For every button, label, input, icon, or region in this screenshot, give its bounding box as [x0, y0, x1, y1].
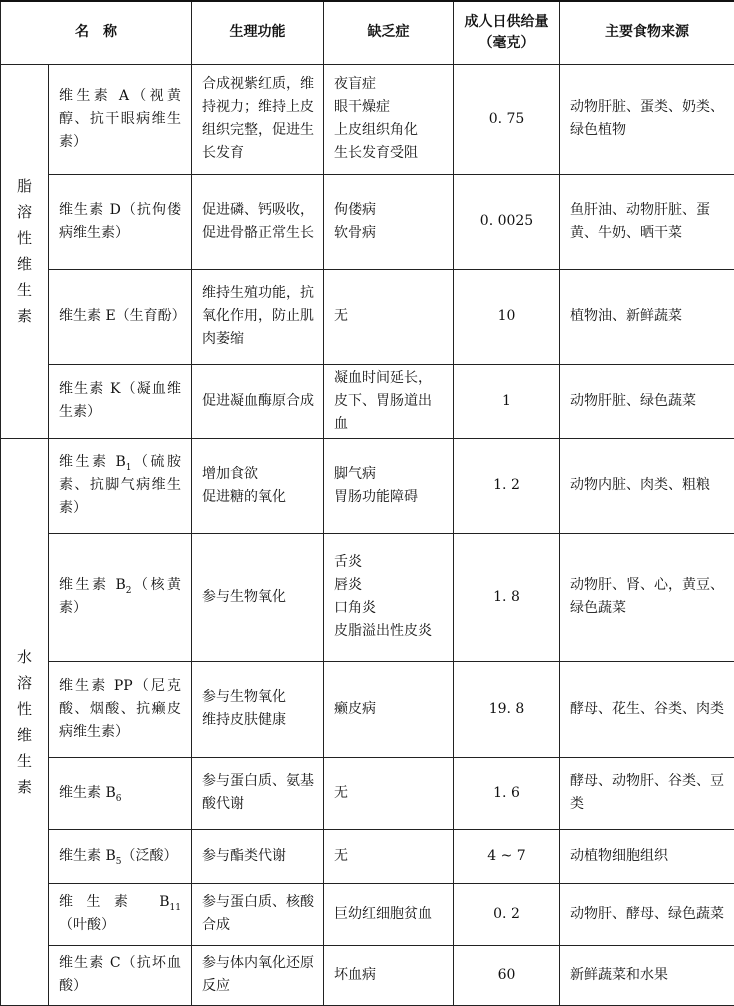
cell-deficiency: 坏血病	[324, 945, 454, 1005]
cell-food: 酵母、动物肝、谷类、豆类	[560, 757, 734, 829]
group-fat-soluble	[1, 64, 49, 438]
header-row	[1, 1, 734, 64]
header-name: 名 称	[1, 1, 192, 64]
table-row	[1, 269, 734, 364]
header-function: 生理功能	[192, 1, 324, 64]
cell-name	[49, 174, 192, 269]
cell-function: 维持生殖功能，抗氧化作用，防止肌肉萎缩	[192, 269, 324, 364]
name-subscript: 2	[126, 586, 132, 596]
cell-function: 参与生物氧化	[192, 533, 324, 661]
name-subscript: 1	[126, 463, 132, 473]
table-row	[1, 661, 734, 757]
cell-function: 参与生物氧化 维持皮肤健康	[192, 661, 324, 757]
cell-name	[49, 661, 192, 757]
cell-deficiency: 佝偻病 软骨病	[324, 174, 454, 269]
cell-dose: 0. 0025	[454, 174, 560, 269]
cell-food: 动物内脏、肉类、粗粮	[560, 438, 734, 533]
cell-name	[49, 364, 192, 438]
cell-deficiency: 凝血时间延长，皮下、胃肠道出血	[324, 364, 454, 438]
cell-food: 植物油、新鲜蔬菜	[560, 269, 734, 364]
table-row	[1, 829, 734, 883]
cell-dose: 1	[454, 364, 560, 438]
cell-food: 动物肝、肾、心，黄豆、绿色蔬菜	[560, 533, 734, 661]
cell-function: 促进凝血酶原合成	[192, 364, 324, 438]
name-text: 维生素 B	[59, 848, 116, 864]
cell-dose: 1. 2	[454, 438, 560, 533]
table-row	[1, 64, 734, 174]
name-text: 维生素 D（抗佝偻病维生素）	[59, 202, 181, 241]
group-label: 水溶性维生素	[17, 644, 33, 800]
cell-dose: 19. 8	[454, 661, 560, 757]
cell-dose: 1. 8	[454, 533, 560, 661]
name-text-suffix: （核黄素）	[59, 577, 181, 616]
table-row	[1, 945, 734, 1005]
cell-name	[49, 829, 192, 883]
cell-food: 动物肝脏、蛋类、奶类、绿色植物	[560, 64, 734, 174]
cell-food: 新鲜蔬菜和水果	[560, 945, 734, 1005]
cell-dose: 4 ~ 7	[454, 829, 560, 883]
cell-dose: 60	[454, 945, 560, 1005]
cell-deficiency: 舌炎 唇炎 口角炎 皮脂溢出性皮炎	[324, 533, 454, 661]
name-text-suffix: （叶酸）	[59, 917, 115, 933]
cell-food: 动物肝脏、绿色蔬菜	[560, 364, 734, 438]
table-row	[1, 533, 734, 661]
name-text: 维生素 PP（尼克酸、烟酸、抗癞皮病维生素）	[59, 678, 181, 740]
cell-deficiency: 无	[324, 757, 454, 829]
name-subscript: 6	[116, 793, 122, 803]
header-daily-supply: 成人日供给量 （毫克）	[454, 1, 560, 64]
cell-name	[49, 64, 192, 174]
cell-name	[49, 438, 192, 533]
cell-function: 参与蛋白质、氨基酸代谢	[192, 757, 324, 829]
cell-food: 鱼肝油、动物肝脏、蛋黄、牛奶、晒干菜	[560, 174, 734, 269]
cell-dose: 10	[454, 269, 560, 364]
cell-deficiency: 巨幼红细胞贫血	[324, 883, 454, 945]
cell-food: 酵母、花生、谷类、肉类	[560, 661, 734, 757]
cell-dose: 0. 2	[454, 883, 560, 945]
cell-deficiency: 癞皮病	[324, 661, 454, 757]
cell-deficiency: 无	[324, 829, 454, 883]
cell-name	[49, 757, 192, 829]
name-subscript: 11	[170, 903, 181, 913]
table-row	[1, 438, 734, 533]
cell-food: 动植物细胞组织	[560, 829, 734, 883]
table-row	[1, 364, 734, 438]
header-food-sources: 主要食物来源	[560, 1, 734, 64]
group-water-soluble	[1, 438, 49, 1005]
name-text: 维生素 K（凝血维生素）	[59, 381, 181, 420]
cell-deficiency: 脚气病 胃肠功能障碍	[324, 438, 454, 533]
name-text-suffix: （硫胺素、抗脚气病维生素）	[59, 454, 181, 516]
name-text-suffix: （泛酸）	[121, 848, 177, 864]
cell-function: 合成视紫红质，维持视力；维持上皮组织完整，促进生长发育	[192, 64, 324, 174]
cell-function: 参与体内氧化还原反应	[192, 945, 324, 1005]
group-label: 脂溶性维生素	[17, 173, 33, 329]
cell-dose: 1. 6	[454, 757, 560, 829]
cell-name	[49, 533, 192, 661]
cell-food: 动物肝、酵母、绿色蔬菜	[560, 883, 734, 945]
cell-function: 参与酯类代谢	[192, 829, 324, 883]
name-text: 维生素 B	[59, 894, 170, 910]
name-subscript: 5	[116, 856, 122, 866]
cell-name	[49, 883, 192, 945]
name-text: 维生素 C（抗坏血酸）	[59, 955, 181, 994]
cell-dose: 0. 75	[454, 64, 560, 174]
cell-deficiency: 夜盲症 眼干燥症 上皮组织角化 生长发育受阻	[324, 64, 454, 174]
table-row	[1, 174, 734, 269]
cell-function: 促进磷、钙吸收，促进骨骼正常生长	[192, 174, 324, 269]
name-text: 维生素 B	[59, 454, 126, 470]
cell-function: 参与蛋白质、核酸合成	[192, 883, 324, 945]
name-text: 维生素 E（生育酚）	[59, 308, 186, 324]
table-row	[1, 757, 734, 829]
name-text: 维生素 B	[59, 785, 116, 801]
name-text: 维生素 B	[59, 577, 126, 593]
cell-name	[49, 269, 192, 364]
cell-function: 增加食欲 促进糖的氧化	[192, 438, 324, 533]
header-deficiency: 缺乏症	[324, 1, 454, 64]
cell-name	[49, 945, 192, 1005]
cell-deficiency: 无	[324, 269, 454, 364]
name-text: 维生素 A（视黄醇、抗干眼病维生素）	[59, 88, 181, 150]
table-row	[1, 883, 734, 945]
